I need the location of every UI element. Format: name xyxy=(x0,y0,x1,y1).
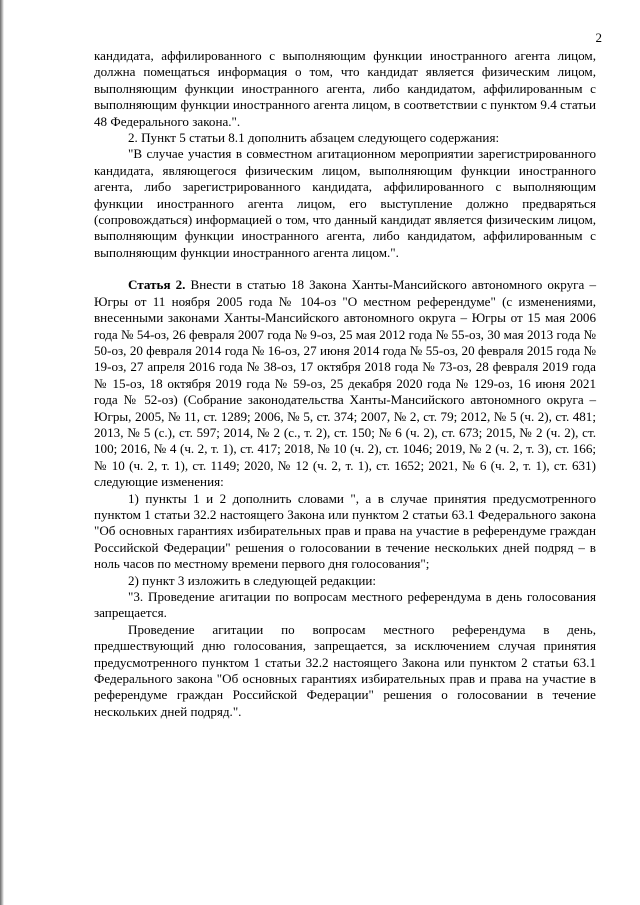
scan-edge-shadow xyxy=(0,0,4,905)
article-2-text: Внести в статью 18 Закона Ханты-Мансийского автономного округа – Югры от 11 ноября 2005 года № 104-оз "О местном референдуме" (с изменениями, внесенными законами Ханты-Мансийского автономного округа – Югры от 15 мая 2006 года № 54-оз, 26 февраля 2007 года № 9-оз, 25 мая 2012 года № 55-оз, 30 мая 2013 года № 50-оз, 20 февраля 2014 года № 16-оз, 27 июня 2014 года № 55-оз, 20 февраля 2015 года № 19-оз, 27 апреля 2016 года № 38-оз, 17 октября 2018 года № 73-оз, 28 февраля 2019 года № 15-оз, 18 октября 2019 года № 59-оз, 25 декабря 2020 года № 129-оз, 16 июня 2021 года № 52-оз) (Собрание законодательства Ханты-Мансийского автономного округа – Югры, 2005, № 11, ст. 1289; 2006, № 5, ст. 374; 2007, № 2, ст. 79; 2012, № 5 (ч. 2), ст. 481; 2013, № 5 (с.), ст. 597; 2014, № 2 (с., т. 2), ст. 150; № 6 (ч. 2), ст. 673; 2015, № 2 (ч. 2), ст. 100; 2016, № 4 (ч. 2, т. 1), ст. 417; 2018, № 10 (ч. 2), ст. 1046; 2019, № 2 (ч. 2, т. 3), ст. 166; № 10 (ч. 2, т. 1), ст. 1149; 2020, № 12 (ч. 2, т. 1), ст. 1652; 2021, № 6 (ч. 2, т. 1), ст. 631) следующие изменения: xyxy=(94,277,596,490)
article-2-heading: Статья 2. xyxy=(128,277,186,293)
document-body xyxy=(94,48,596,720)
amendment-item-1: 1) пункты 1 и 2 дополнить словами ", а в случае принятия предусмотренного пунктом 1 статьи 32.2 настоящего Закона или пунктом 2 статьи 63.1 Федерального закона "Об основных гарантиях избирательных прав и права на участие в референдуме граждан Российской Федерации" решения о голосовании в течение нескольких дней подряд – в ноль часов по местному времени первого дня голосования"; xyxy=(94,490,596,572)
paragraph-quote: "В случае участия в совместном агитационном мероприятии зарегистрированного кандидата, являющегося физическим лицом, выполняющим функции иностранного агента, либо зарегистрированного кандидата, аффилированного с выполняющим функции иностранного агента лицом, его выступление должно предваряться (сопровождаться) информацией о том, что данный кандидат является физическим лицом, выполняющим функции иностранного агента, либо кандидатом, аффилированным с выполняющим функции иностранного агента лицом.". xyxy=(94,146,596,260)
paragraph-continuation: кандидата, аффилированного с выполняющим функции иностранного агента лицом, должна помещаться информация о том, что кандидат является физическим лицом, выполняющим функции иностранного агента, либо кандидатом, аффилированным с выполняющим функции иностранного агента лицом, в соответствии с пунктом 9.4 статьи 48 Федерального закона.". xyxy=(94,48,596,129)
page-number: 2 xyxy=(595,30,602,45)
new-wording-paragraph-2: Проведение агитации по вопросам местного референдума в день, предшествующий дню голосования, запрещается, за исключением случая принятия предусмотренного пунктом 1 статьи 32.2 настоящего Закона или пунктом 2 статьи 63.1 Федерального закона "Об основных гарантиях избирательных прав и права на участие в референдуме граждан Российской Федерации" решения о голосовании в течение нескольких дней подряд.". xyxy=(94,621,596,719)
amendment-item-2: 2) пункт 3 изложить в следующей редакции: xyxy=(128,572,376,588)
article-2-paragraph xyxy=(94,277,596,490)
paragraph-item-2: 2. Пункт 5 статьи 8.1 дополнить абзацем следующего содержания: xyxy=(128,130,500,146)
new-wording-paragraph-1: "3. Проведение агитации по вопросам местного референдума в день голосования запрещается. xyxy=(94,589,596,621)
